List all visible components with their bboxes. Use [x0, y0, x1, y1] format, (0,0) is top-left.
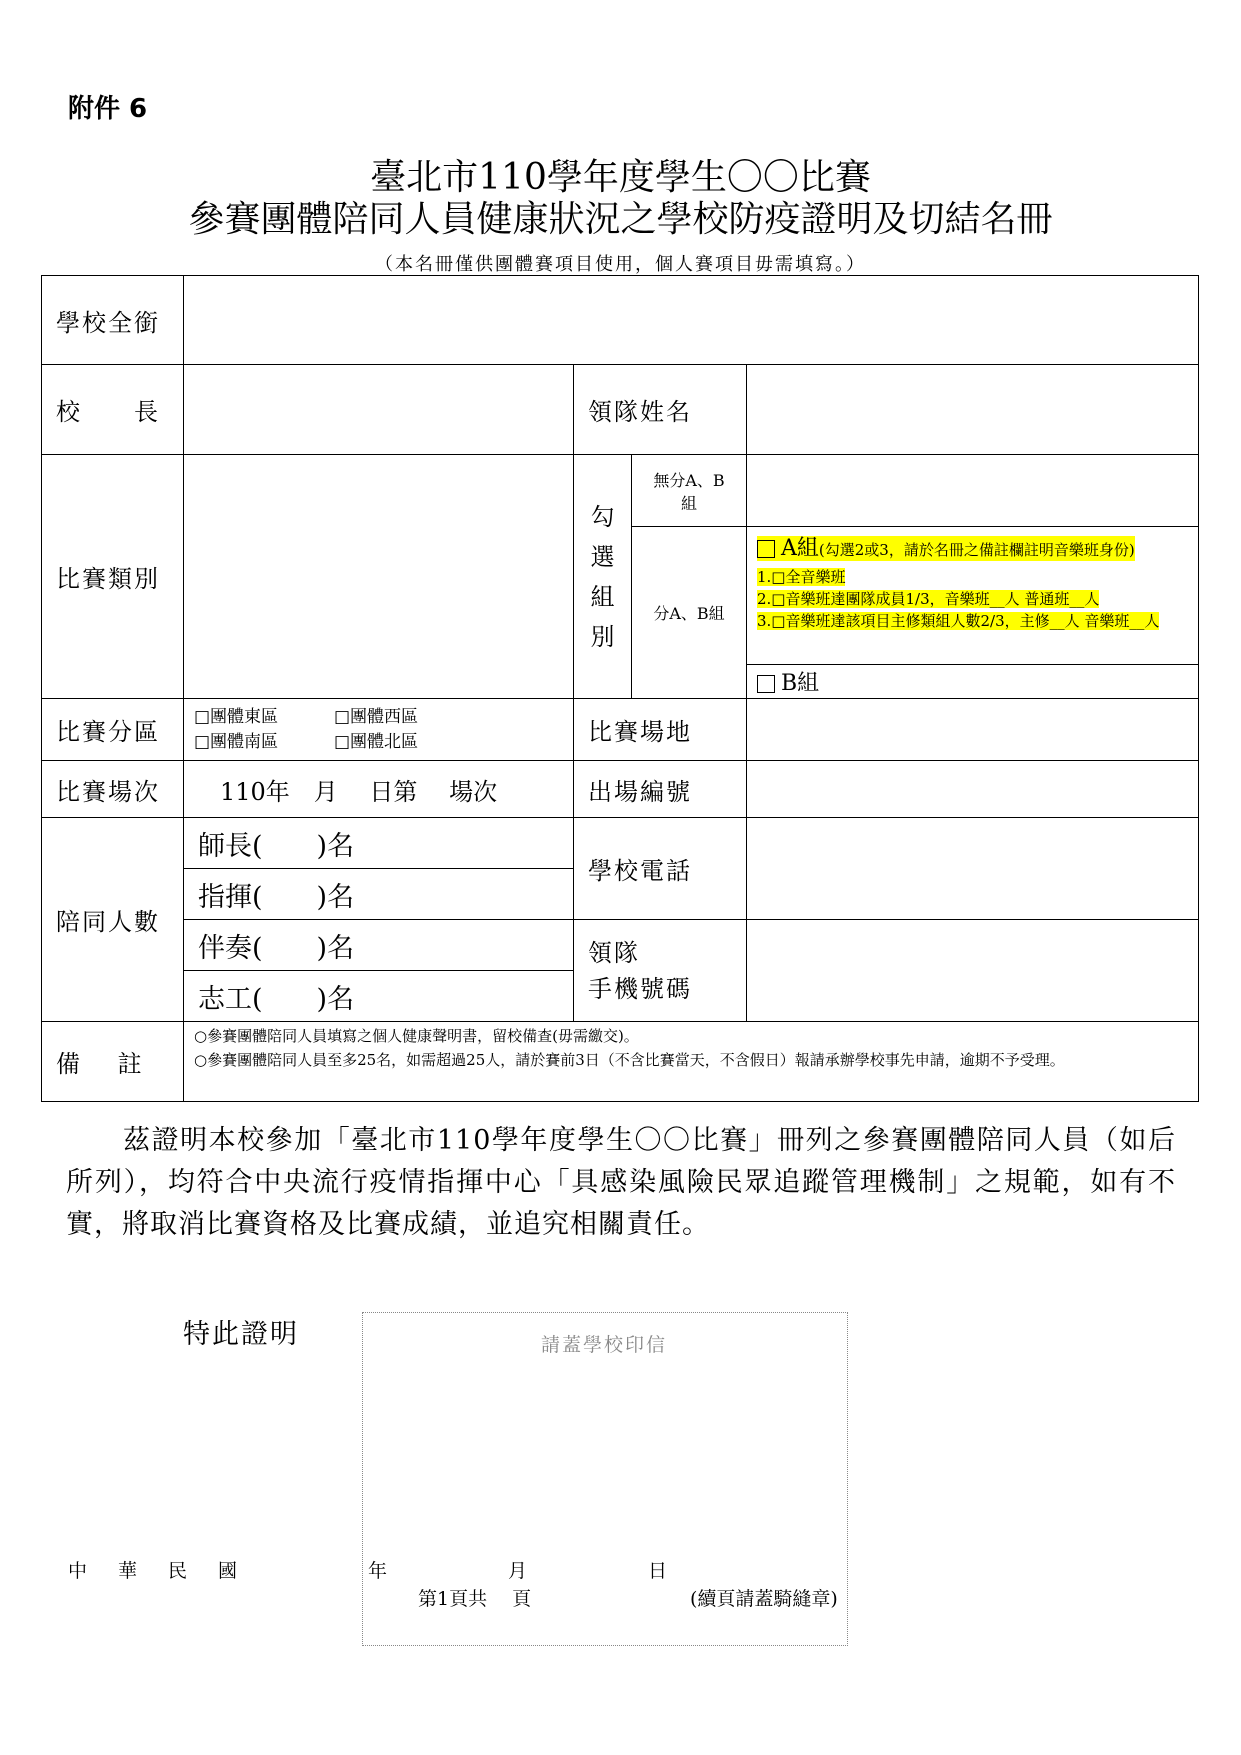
- a-option-2[interactable]: 2.□音樂班達團隊成員1/3，音樂班__人 普通班__人: [757, 590, 1100, 608]
- page-title: 臺北市110學年度學生〇〇比賽: [370, 157, 871, 198]
- companion-teachers[interactable]: 師長( )名: [184, 818, 574, 869]
- checkbox-icon[interactable]: [757, 540, 775, 558]
- day-label: 日: [648, 1560, 668, 1582]
- registration-form: [41, 275, 1199, 1102]
- district-east[interactable]: □團體東區: [194, 706, 279, 727]
- certify-label: 特此證明: [183, 1319, 299, 1350]
- ab-group-label: 分A、B組: [632, 527, 747, 699]
- companion-volunteers[interactable]: 志工( )名: [184, 971, 574, 1022]
- year-label: 年: [368, 1560, 388, 1582]
- companions-label: 陪同人數: [42, 818, 184, 1022]
- remark-item: ○參賽團體陪同人員至多25名，如需超過25人，請於賽前3日（不含比賽當天，不含假日）報請承辦學校事先申請，逾期不予受理。: [194, 1051, 1065, 1069]
- school-phone-field[interactable]: [747, 818, 1199, 920]
- school-seal-label: 請蓋學校印信: [540, 1334, 667, 1356]
- leader-name-field[interactable]: [747, 365, 1199, 455]
- no-ab-group-field[interactable]: [747, 455, 1199, 527]
- remark-item: ○參賽團體陪同人員填寫之個人健康聲明書，留校備查(毋需繳交)。: [194, 1027, 639, 1045]
- no-ab-group-label: 無分A、B組: [632, 455, 747, 527]
- page-title-line2: 參賽團體陪同人員健康狀況之學校防疫證明及切結名冊: [188, 199, 1053, 240]
- entry-no-field[interactable]: [747, 761, 1199, 818]
- category-field[interactable]: [184, 455, 574, 699]
- certification-statement: 茲證明本校參加「臺北市110學年度學生〇〇比賽」冊列之參賽團體陪同人員（如后所列），均符合中央流行疫情指揮中心「具感染風險民眾追蹤管理機制」之規範，如有不實，將取消比賽資格及比賽成績，並追究相關責任。: [66, 1125, 1176, 1240]
- district-options: [184, 699, 574, 761]
- group-check-label: [574, 455, 632, 699]
- leader-mobile-label-line2: 手機號碼: [588, 974, 692, 1003]
- remarks-label: 備 註: [42, 1022, 184, 1102]
- session-label: 比賽場次: [42, 761, 184, 818]
- principal-label: 校 長: [42, 365, 184, 455]
- month-label: 月: [508, 1560, 528, 1582]
- a-group-option[interactable]: [757, 536, 1135, 561]
- session-field[interactable]: 110年 月 日第 場次: [184, 761, 574, 818]
- school-name-field[interactable]: [184, 276, 1199, 365]
- a-option-3[interactable]: 3.□音樂班達該項目主修類組人數2/3，主修__人 音樂班__人: [757, 612, 1160, 630]
- companion-accompanist[interactable]: 伴奏( )名: [184, 920, 574, 971]
- entry-no-label: 出場編號: [574, 761, 747, 818]
- district-west[interactable]: □團體西區: [334, 706, 419, 727]
- leader-mobile-field[interactable]: [747, 920, 1199, 1022]
- group-check-char: 選: [590, 542, 615, 571]
- a-group-title: A組: [781, 536, 819, 561]
- remarks-content: [184, 1022, 1199, 1102]
- district-south[interactable]: □團體南區: [194, 731, 279, 752]
- continuation-note: (續頁請蓋騎縫章): [690, 1588, 838, 1610]
- a-group-note: (勾選2或3，請於名冊之備註欄註明音樂班身份): [818, 541, 1135, 559]
- school-phone-label: 學校電話: [574, 818, 747, 920]
- leader-mobile-label: [574, 920, 747, 1022]
- attachment-label: 附件 6: [68, 94, 148, 124]
- district-north[interactable]: □團體北區: [334, 731, 419, 752]
- category-label: 比賽類別: [42, 455, 184, 699]
- a-option-1[interactable]: 1.□全音樂班: [757, 568, 846, 586]
- page-count: 第1頁共 頁: [418, 1588, 532, 1610]
- a-group-cell: [747, 527, 1199, 665]
- venue-field[interactable]: [747, 699, 1199, 761]
- b-group-option[interactable]: [747, 665, 1199, 699]
- school-name-label: 學校全銜: [42, 276, 184, 365]
- group-check-char: 別: [590, 622, 615, 651]
- leader-mobile-label-line1: 領隊: [588, 938, 640, 967]
- group-check-char: 組: [590, 582, 615, 611]
- group-check-char: 勾: [590, 502, 615, 531]
- b-group-label: B組: [781, 671, 820, 696]
- roc-label: 中 華 民 國: [68, 1560, 244, 1582]
- venue-label: 比賽場地: [574, 699, 747, 761]
- leader-name-label: 領隊姓名: [574, 365, 747, 455]
- principal-field[interactable]: [184, 365, 574, 455]
- companion-conductor[interactable]: 指揮( )名: [184, 869, 574, 920]
- district-label: 比賽分區: [42, 699, 184, 761]
- checkbox-icon[interactable]: [757, 675, 775, 693]
- page-subtitle: （本名冊僅供團體賽項目使用，個人賽項目毋需填寫。）: [375, 254, 866, 275]
